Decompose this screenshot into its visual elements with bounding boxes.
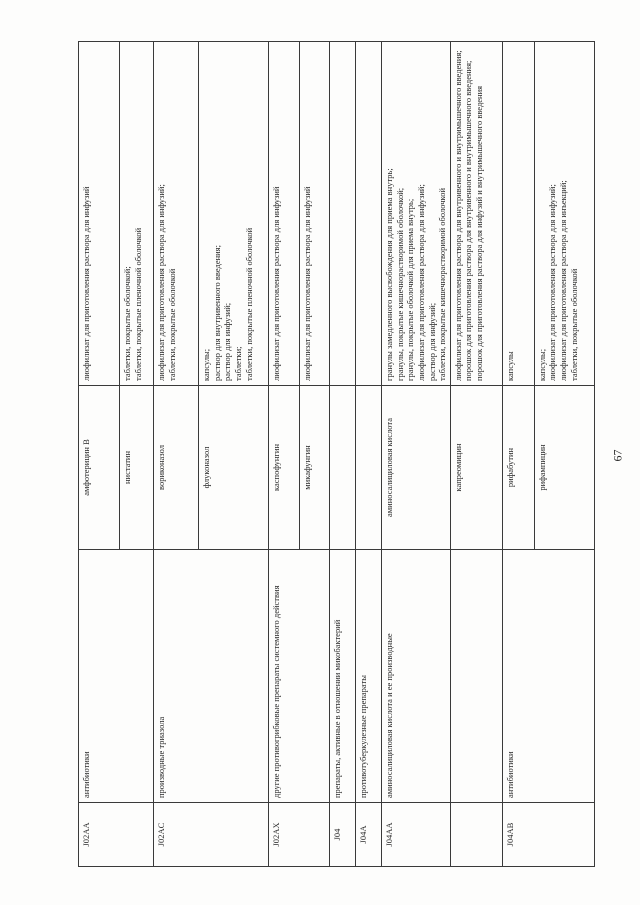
dosage-form-cell: таблетки, покрытые оболочкой; таблетки, покрытые пленочной оболочкой bbox=[120, 42, 154, 386]
drug-name-cell: капреомицин bbox=[450, 386, 502, 550]
rotated-table-container bbox=[78, 42, 588, 867]
table-row bbox=[502, 42, 534, 867]
dosage-form-cell: лиофилизат для приготовления раствора для инфузий bbox=[300, 42, 330, 386]
atc-group-cell: препараты, активные в отношении микобактерий bbox=[330, 550, 356, 803]
drug-name-cell: флуконазол bbox=[199, 386, 269, 550]
table-row bbox=[330, 42, 356, 867]
dosage-form-cell: капсулы bbox=[502, 42, 534, 386]
dosage-form-cell: гранулы замедленного высвобождения для приема внутрь; гранулы, покрытые кишечнорастворимой оболочкой; гранулы, покрытые оболочкой для приема внутрь; лиофилизат для приготовления раствора для инфузий; раствор для инфузий; таблетки, покрытые кишечнорастворимой оболочкой bbox=[382, 42, 451, 386]
table-row bbox=[269, 42, 300, 867]
dosage-form-cell: лиофилизат для приготовления раствора для инфузий; таблетки, покрытые оболочкой bbox=[154, 42, 199, 386]
atc-code-cell: J04AB bbox=[502, 803, 594, 867]
atc-group-cell: аминосалициловая кислота и ее производные bbox=[382, 550, 451, 803]
atc-code-cell: J02AX bbox=[269, 803, 330, 867]
drug-name-cell: вориконазол bbox=[154, 386, 199, 550]
atc-group-cell: противотуберкулезные препараты bbox=[356, 550, 382, 803]
drug-name-cell: аминосалициловая кислота bbox=[382, 386, 451, 550]
dosage-form-cell: лиофилизат для приготовления раствора для инфузий bbox=[269, 42, 300, 386]
atc-group-cell: производные триазола bbox=[154, 550, 269, 803]
atc-code-cell: J02AA bbox=[79, 803, 154, 867]
drug-name-cell: рифампицин bbox=[534, 386, 594, 550]
drug-name-cell: микафунгин bbox=[300, 386, 330, 550]
dosage-form-cell bbox=[356, 42, 382, 386]
drug-name-cell: амфотерицин В bbox=[79, 386, 120, 550]
table-row bbox=[154, 42, 199, 867]
drug-name-cell bbox=[330, 386, 356, 550]
atc-group-cell: антибиотики bbox=[502, 550, 594, 803]
atc-code-cell bbox=[450, 803, 502, 867]
atc-code-cell: J04AA bbox=[382, 803, 451, 867]
atc-code-cell: J04A bbox=[356, 803, 382, 867]
dosage-form-cell: лиофилизат для приготовления раствора для внутривенного и внутримышечного введения; порошок для приготовления раствора для внутривенного и внутримышечного введения; порошок для приготовления раствора для инфузий и внутримышечного введения bbox=[450, 42, 502, 386]
atc-code-cell: J02AC bbox=[154, 803, 269, 867]
table-row bbox=[79, 42, 120, 867]
drug-name-cell: рифабутин bbox=[502, 386, 534, 550]
drug-name-cell: каспофунгин bbox=[269, 386, 300, 550]
drug-name-cell bbox=[356, 386, 382, 550]
table-row bbox=[356, 42, 382, 867]
drug-name-cell: нистатин bbox=[120, 386, 154, 550]
atc-group-cell: другие противогрибковые препараты системного действия bbox=[269, 550, 330, 803]
atc-group-cell: антибиотики bbox=[79, 550, 154, 803]
medicines-table bbox=[78, 41, 595, 867]
dosage-form-cell: лиофилизат для приготовления раствора для инфузий bbox=[79, 42, 120, 386]
dosage-form-cell: капсулы; раствор для внутривенного введения; раствор для инфузий; таблетки; таблетки, покрытые пленочной оболочкой bbox=[199, 42, 269, 386]
atc-group-cell bbox=[450, 550, 502, 803]
page-number: 67 bbox=[610, 449, 625, 462]
atc-code-cell: J04 bbox=[330, 803, 356, 867]
dosage-form-cell bbox=[330, 42, 356, 386]
dosage-form-cell: капсулы; лиофилизат для приготовления раствора для инфузий; лиофилизат для приготовления раствора для инъекций; таблетки, покрытые оболочкой bbox=[534, 42, 594, 386]
table-row bbox=[382, 42, 451, 867]
table-row bbox=[450, 42, 502, 867]
